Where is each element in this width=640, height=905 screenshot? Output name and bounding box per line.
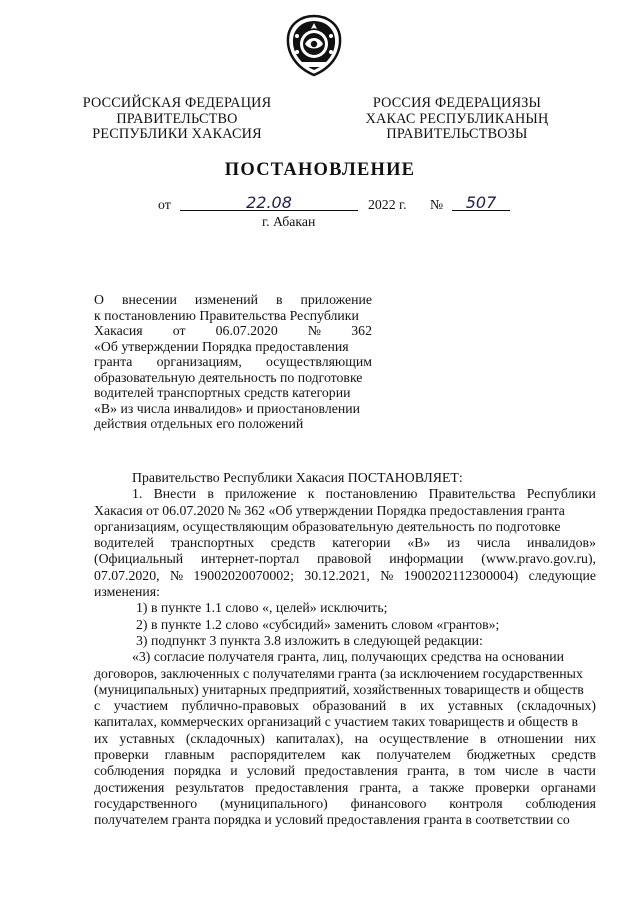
word: получателем <box>376 747 451 763</box>
header-left-line: ПРАВИТЕЛЬСТВО <box>116 110 238 127</box>
coat-of-arms-emblem-icon <box>283 14 345 78</box>
text-line <box>94 780 596 796</box>
text-line <box>94 486 596 502</box>
word: организациям, <box>156 354 242 369</box>
body-text <box>94 470 596 829</box>
number-sign: № <box>430 197 444 212</box>
word: постановлению <box>325 486 418 502</box>
word: государственного <box>94 795 198 811</box>
word: их <box>420 698 435 714</box>
word: также <box>429 779 464 795</box>
word: участием <box>113 698 169 714</box>
word: 1. <box>132 486 143 502</box>
word: (складочных) <box>516 698 596 714</box>
word: 30.12.2021, <box>304 567 370 583</box>
word: результатов <box>175 779 244 795</box>
word: транспортных <box>170 535 254 551</box>
text-line <box>94 535 596 551</box>
word: изменений <box>194 292 259 307</box>
word: № <box>307 323 322 338</box>
word: гранта, <box>407 763 449 779</box>
word: от <box>172 323 186 338</box>
word: в <box>458 763 465 779</box>
text-line: «3) согласие получателя гранта, лиц, получающих средства на основании <box>132 649 565 665</box>
word: О <box>94 292 104 307</box>
word: 07.07.2020, <box>94 567 160 583</box>
header-right <box>352 96 562 143</box>
text-line <box>94 323 372 339</box>
word: как <box>341 747 361 763</box>
paragraph-1 <box>94 486 596 584</box>
word: приложение <box>225 486 297 502</box>
word: части <box>563 763 596 779</box>
word: условий <box>247 763 296 779</box>
list-item-2: 2) в пункте 1.2 слово «субсидий» заменить словом «грантов»; <box>136 616 500 632</box>
word: в <box>276 292 283 307</box>
word: в <box>479 730 487 746</box>
word: достижения <box>94 779 165 795</box>
word: соблюдения <box>94 763 165 779</box>
text-line: образовательную деятельность по подготовке <box>94 369 363 385</box>
decree-line: Правительство Республики Хакасия ПОСТАНОВЛЯЕТ: <box>132 470 463 485</box>
word: предоставления <box>254 779 349 795</box>
word: осуществляющим <box>266 354 372 369</box>
word: распорядителем <box>230 747 326 763</box>
word: на <box>354 730 369 746</box>
word: в <box>207 486 214 502</box>
word: «В» <box>407 535 431 551</box>
text-line: к постановлению Правительства Республики <box>94 307 359 323</box>
word: и <box>230 763 238 779</box>
year-label: 2022 г. <box>368 197 407 212</box>
text-line: «В» из числа инвалидов» и приостановлении <box>94 400 360 416</box>
word: (www.pravo.gov.ru), <box>481 551 596 567</box>
list-item-3: 3) подпункт 3 пункта 3.8 изложить в следующей редакции: <box>136 632 483 648</box>
word: (муниципального) <box>220 795 328 811</box>
word: гранта, <box>359 779 402 795</box>
text-line <box>94 551 596 567</box>
word: с <box>94 698 101 714</box>
header-left-line: РОССИЙСКАЯ ФЕДЕРАЦИЯ <box>82 95 272 111</box>
word: средств <box>551 747 596 763</box>
word: (складочных) <box>185 730 265 746</box>
date-handwritten: 22.08 <box>180 195 358 211</box>
word: уставных <box>119 730 175 746</box>
word: инвалидов» <box>527 535 596 551</box>
text-line: «Об утверждении Порядка предоставления <box>94 338 349 354</box>
word: капиталах), <box>275 730 344 746</box>
word: в <box>399 698 407 714</box>
word: 362 <box>351 323 372 338</box>
text-line: договоров, заключенных с получателями гранта (за исключением государственных <box>94 665 583 681</box>
text-line <box>94 763 596 779</box>
word: к <box>307 486 315 502</box>
header-right-line: ХАКАС РЕСПУБЛИКАНЫҢ <box>365 110 549 127</box>
word: водителей <box>94 535 154 551</box>
quoted-paragraph <box>94 649 596 828</box>
word: контроля <box>449 795 503 811</box>
word: их <box>94 730 109 746</box>
text-line: организациям, осуществляющим образовательную деятельность по подготовке <box>94 518 561 534</box>
word: них <box>574 730 596 746</box>
text-line <box>94 698 596 714</box>
list-item-1: 1) в пункте 1.1 слово «, целей» исключить; <box>136 600 388 616</box>
word: соблюдения <box>525 795 596 811</box>
text-line <box>94 354 372 370</box>
text-line: (муниципальных) унитарных предприятий, хозяйственных товариществ и обществ <box>94 681 584 697</box>
word: Правительства <box>428 486 516 502</box>
word: числе <box>504 763 539 779</box>
header-left-line: РЕСПУБЛИКИ ХАКАСИЯ <box>92 126 262 143</box>
word: следующие <box>528 567 596 583</box>
subject-block <box>94 292 372 432</box>
word: отношении <box>497 730 564 746</box>
text-line <box>94 747 596 763</box>
word: 1900202112300004) <box>403 567 519 583</box>
word: уставных <box>447 698 504 714</box>
word: в <box>547 763 555 779</box>
word: интернет-портал <box>200 551 300 567</box>
header-right-line: РОССИЯ ФЕДЕРАЦИЯЗЫ <box>372 95 542 111</box>
word: (Официальный <box>94 551 184 567</box>
word: органами <box>540 779 596 795</box>
header-left <box>72 96 282 143</box>
word: а <box>412 779 419 795</box>
text-line <box>94 731 596 747</box>
word: предоставления <box>304 763 398 779</box>
word: главным <box>164 747 215 763</box>
word: осуществление <box>379 730 469 746</box>
word: гранта <box>94 354 133 369</box>
word: внесении <box>121 292 177 307</box>
text-line: получателем гранта порядка и условий предоставления гранта в соответствии со <box>94 812 570 828</box>
word: Внести <box>153 486 197 502</box>
word: том <box>474 763 496 779</box>
word: публично-правовых <box>181 698 299 714</box>
text-line: действия отдельных его положений <box>94 416 304 431</box>
word: средств <box>270 535 316 551</box>
word: порядка <box>173 763 221 779</box>
date-prefix: от <box>158 197 171 212</box>
paragraph-1-last-line: изменения: <box>94 584 160 600</box>
document-title: ПОСТАНОВЛЕНИЕ <box>224 160 416 180</box>
word: бюджетных <box>466 747 536 763</box>
word: № <box>169 567 184 583</box>
word: финансового <box>350 795 427 811</box>
word: проверки <box>94 747 149 763</box>
text-line <box>94 568 596 584</box>
word: 19002020070002; <box>193 567 294 583</box>
text-line: капиталах, коммерческих организаций с участием таких товариществ и обществ в <box>94 714 579 730</box>
text-line <box>94 796 596 812</box>
word: из <box>447 535 460 551</box>
word: 06.07.2020 <box>215 323 278 338</box>
word: проверки <box>474 779 530 795</box>
word: № <box>380 567 394 583</box>
word: Хакасия <box>94 323 143 338</box>
word: Республики <box>526 486 596 502</box>
word: правовой <box>317 551 372 567</box>
word: информации <box>389 551 464 567</box>
word: образований <box>312 698 387 714</box>
word: категории <box>332 535 391 551</box>
text-line: водителей транспортных средств категории <box>94 385 351 400</box>
word: числа <box>476 535 511 551</box>
word: приложение <box>300 292 372 307</box>
city-label: г. Абакан <box>262 214 316 229</box>
number-handwritten: 507 <box>452 195 510 211</box>
text-line <box>94 292 372 308</box>
text-line: Хакасия от 06.07.2020 № 362 «Об утверждении Порядка предоставления гранта <box>94 502 565 518</box>
header-right-line: ПРАВИТЕЛЬСТВОЗЫ <box>386 126 528 143</box>
